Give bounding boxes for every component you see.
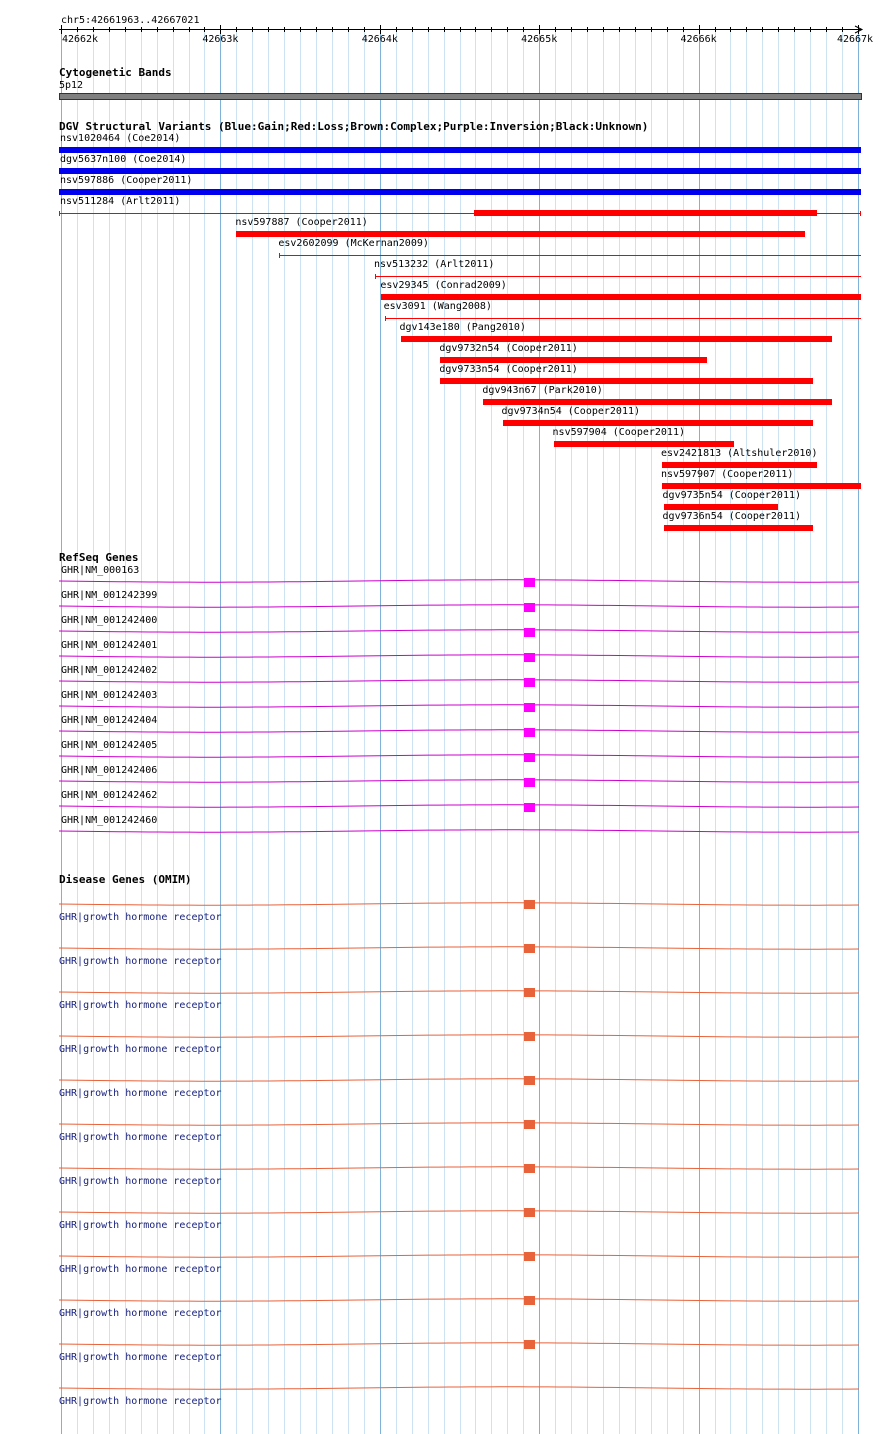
dgv-feature-bar[interactable] (664, 504, 779, 510)
refseq-gene-line[interactable] (59, 577, 863, 585)
omim-exon-block[interactable] (524, 944, 535, 953)
dgv-feature-label[interactable]: dgv9736n54 (Cooper2011) (662, 511, 802, 522)
refseq-gene-line[interactable] (59, 777, 863, 785)
cytoband-track-title: Cytogenetic Bands (59, 66, 172, 79)
refseq-gene-line[interactable] (59, 627, 863, 635)
omim-gene-line[interactable] (59, 1252, 863, 1260)
omim-exon-block[interactable] (524, 1076, 535, 1085)
omim-exon-block[interactable] (524, 1120, 535, 1129)
omim-exon-block[interactable] (524, 988, 535, 997)
dgv-track-title: DGV Structural Variants (Blue:Gain;Red:Loss;Brown:Complex;Purple:Inversion;Black:Unknown) (59, 120, 649, 133)
refseq-gene-label[interactable]: GHR|NM_001242403 (61, 690, 158, 701)
dgv-feature-bar[interactable] (662, 462, 817, 468)
cytoband-label: 5p12 (59, 80, 84, 91)
refseq-gene-line[interactable] (59, 752, 863, 760)
cytoband-bar[interactable] (59, 93, 862, 100)
refseq-gene-label[interactable]: GHR|NM_001242460 (61, 815, 158, 826)
refseq-exon-block[interactable] (524, 578, 535, 587)
dgv-feature-bar[interactable] (59, 168, 861, 174)
omim-gene-label[interactable]: GHR|growth hormone receptor (59, 1088, 222, 1099)
dgv-feature-start-cap (385, 316, 386, 321)
omim-gene-line[interactable] (59, 944, 863, 952)
dgv-feature-start-cap (279, 253, 280, 258)
refseq-gene-label[interactable]: GHR|NM_001242402 (61, 665, 158, 676)
omim-gene-label[interactable]: GHR|growth hormone receptor (59, 912, 222, 923)
ruler-tick-label: 42666k (680, 34, 717, 45)
refseq-exon-block[interactable] (524, 728, 535, 737)
refseq-exon-block[interactable] (524, 753, 535, 762)
refseq-gene-label[interactable]: GHR|NM_001242399 (61, 590, 158, 601)
dgv-feature-line[interactable] (375, 276, 861, 277)
dgv-feature-bar[interactable] (554, 441, 734, 447)
refseq-exon-block[interactable] (524, 653, 535, 662)
dgv-feature-label[interactable]: dgv143e180 (Pang2010) (399, 322, 526, 333)
omim-exon-block[interactable] (524, 1164, 535, 1173)
refseq-gene-label[interactable]: GHR|NM_001242405 (61, 740, 158, 751)
omim-gene-line[interactable] (59, 1032, 863, 1040)
dgv-feature-line[interactable] (385, 318, 862, 319)
omim-gene-label[interactable]: GHR|growth hormone receptor (59, 1308, 222, 1319)
omim-gene-label[interactable]: GHR|growth hormone receptor (59, 1176, 222, 1187)
dgv-feature-bar[interactable] (401, 336, 833, 342)
dgv-feature-start-cap (59, 211, 60, 216)
omim-exon-block[interactable] (524, 1208, 535, 1217)
ruler-tick-label: 42663k (202, 34, 239, 45)
dgv-feature-label[interactable]: dgv943n67 (Park2010) (482, 385, 603, 396)
dgv-feature-label[interactable]: esv29345 (Conrad2009) (380, 280, 507, 291)
dgv-feature-label[interactable]: esv2421813 (Altshuler2010) (660, 448, 818, 459)
omim-gene-line[interactable] (59, 1384, 863, 1392)
dgv-feature-label[interactable]: nsv597886 (Cooper2011) (60, 175, 193, 186)
dgv-feature-bar[interactable] (440, 378, 813, 384)
omim-track-title: Disease Genes (OMIM) (59, 873, 192, 886)
dgv-feature-label[interactable]: esv2602099 (McKernan2009) (278, 238, 429, 249)
omim-exon-block[interactable] (524, 1252, 535, 1261)
refseq-gene-line[interactable] (59, 827, 863, 835)
dgv-feature-bar[interactable] (381, 294, 861, 300)
refseq-gene-line[interactable] (59, 602, 863, 610)
omim-exon-block[interactable] (524, 1340, 535, 1349)
dgv-feature-line[interactable] (279, 255, 861, 256)
refseq-exon-block[interactable] (524, 803, 535, 812)
dgv-feature-start-cap (375, 274, 376, 279)
refseq-exon-block[interactable] (524, 678, 535, 687)
omim-gene-label[interactable]: GHR|growth hormone receptor (59, 1352, 222, 1363)
dgv-feature-end-cap (860, 211, 861, 216)
refseq-track-title: RefSeq Genes (59, 551, 139, 564)
omim-gene-label[interactable]: GHR|growth hormone receptor (59, 1132, 222, 1143)
refseq-exon-block[interactable] (524, 628, 535, 637)
refseq-exon-block[interactable] (524, 778, 535, 787)
refseq-gene-line[interactable] (59, 727, 863, 735)
omim-gene-label[interactable]: GHR|growth hormone receptor (59, 1264, 222, 1275)
refseq-gene-label[interactable]: GHR|NM_001242401 (61, 640, 158, 651)
omim-gene-line[interactable] (59, 988, 863, 996)
omim-gene-label[interactable]: GHR|growth hormone receptor (59, 956, 222, 967)
dgv-feature-label[interactable]: dgv5637n100 (Coe2014) (60, 154, 187, 165)
dgv-feature-bar[interactable] (474, 210, 817, 216)
dgv-feature-bar[interactable] (664, 525, 814, 531)
ruler-tick-label: 42665k (521, 34, 558, 45)
refseq-gene-line[interactable] (59, 802, 863, 810)
refseq-gene-line[interactable] (59, 702, 863, 710)
omim-gene-line[interactable] (59, 1296, 863, 1304)
dgv-feature-label[interactable]: dgv9735n54 (Cooper2011) (662, 490, 802, 501)
ruler-region-label: chr5:42661963..42667021 (61, 15, 200, 26)
omim-gene-label[interactable]: GHR|growth hormone receptor (59, 1000, 222, 1011)
refseq-gene-label[interactable]: GHR|NM_001242462 (61, 790, 158, 801)
refseq-gene-label[interactable]: GHR|NM_000163 (61, 565, 140, 576)
ruler-tick-label: 42664k (361, 34, 398, 45)
omim-exon-block[interactable] (524, 1296, 535, 1305)
dgv-feature-bar[interactable] (483, 399, 832, 405)
refseq-gene-label[interactable]: GHR|NM_001242406 (61, 765, 158, 776)
ruler-tick-label: 42662k (61, 34, 99, 45)
omim-gene-line[interactable] (59, 1076, 863, 1084)
ruler-tick-label: 42667k (836, 34, 874, 45)
omim-gene-line[interactable] (59, 1208, 863, 1216)
dgv-feature-label[interactable]: dgv9732n54 (Cooper2011) (439, 343, 578, 354)
refseq-gene-line[interactable] (59, 652, 863, 660)
omim-gene-line[interactable] (59, 1340, 863, 1348)
refseq-gene-label[interactable]: GHR|NM_001242400 (61, 615, 158, 626)
refseq-exon-block[interactable] (524, 703, 535, 712)
dgv-feature-bar[interactable] (503, 420, 814, 426)
refseq-gene-line[interactable] (59, 677, 863, 685)
dgv-feature-label[interactable]: dgv9733n54 (Cooper2011) (439, 364, 578, 375)
dgv-feature-label[interactable]: nsv597907 (Cooper2011) (660, 469, 794, 480)
omim-gene-line[interactable] (59, 1164, 863, 1172)
refseq-gene-label[interactable]: GHR|NM_001242404 (61, 715, 158, 726)
ruler[interactable] (0, 0, 890, 50)
dgv-feature-label[interactable]: nsv511284 (Arlt2011) (60, 196, 181, 207)
dgv-feature-label[interactable]: nsv597904 (Cooper2011) (552, 427, 685, 438)
dgv-feature-label[interactable]: nsv597887 (Cooper2011) (235, 217, 368, 228)
dgv-feature-label[interactable]: esv3091 (Wang2008) (383, 301, 492, 312)
omim-gene-line[interactable] (59, 1120, 863, 1128)
omim-exon-block[interactable] (524, 1032, 535, 1041)
dgv-feature-label[interactable]: dgv9734n54 (Cooper2011) (501, 406, 641, 417)
dgv-feature-bar[interactable] (662, 483, 861, 489)
dgv-feature-bar[interactable] (236, 231, 805, 237)
omim-exon-block[interactable] (524, 900, 535, 909)
omim-gene-label[interactable]: GHR|growth hormone receptor (59, 1044, 222, 1055)
dgv-feature-bar[interactable] (59, 189, 861, 195)
dgv-feature-bar[interactable] (59, 147, 861, 153)
omim-gene-label[interactable]: GHR|growth hormone receptor (59, 1396, 222, 1407)
omim-gene-line[interactable] (59, 900, 863, 908)
dgv-feature-label[interactable]: nsv1020464 (Coe2014) (60, 133, 181, 144)
omim-gene-label[interactable]: GHR|growth hormone receptor (59, 1220, 222, 1231)
dgv-feature-bar[interactable] (440, 357, 706, 363)
refseq-exon-block[interactable] (524, 603, 535, 612)
dgv-feature-label[interactable]: nsv513232 (Arlt2011) (374, 259, 495, 270)
